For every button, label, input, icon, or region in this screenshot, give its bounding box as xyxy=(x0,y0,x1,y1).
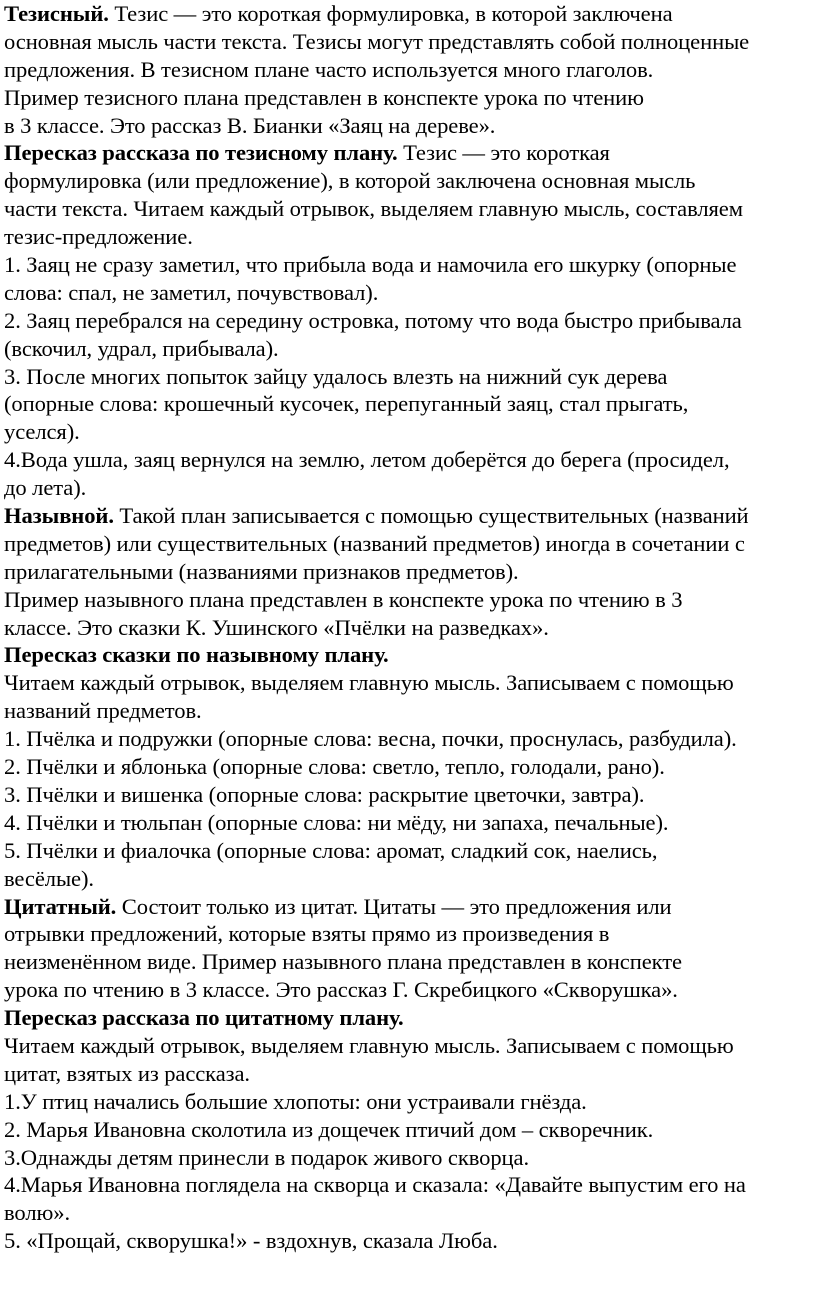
line-text: 2. Заяц перебрался на середину островка, потому что вода быстро прибывала xyxy=(4,307,742,333)
text-line xyxy=(4,0,810,28)
text-line xyxy=(4,753,810,781)
text-line xyxy=(4,390,810,418)
text-line xyxy=(4,893,810,921)
line-text: в 3 классе. Это рассказ В. Бианки «Заяц на дереве». xyxy=(4,112,496,138)
text-line xyxy=(4,641,810,669)
line-text: 3.Однажды детям принесли в подарок живого скворца. xyxy=(4,1144,529,1170)
text-line xyxy=(4,976,810,1004)
line-text: Читаем каждый отрывок, выделяем главную мысль. Записываем с помощью xyxy=(4,1032,734,1058)
line-text: (вскочил, удрал, прибывала). xyxy=(4,335,279,361)
text-line xyxy=(4,418,810,446)
line-text: 4.Вода ушла, заяц вернулся на землю, летом доберётся до берега (просидел, xyxy=(4,447,730,473)
line-text: 5. «Прощай, скворушка!» - вздохнув, сказала Люба. xyxy=(4,1228,498,1254)
line-text: 4. Пчёлки и тюльпан (опорные слова: ни мёду, ни запаха, печальные). xyxy=(4,809,669,835)
line-text: классе. Это сказки К. Ушинского «Пчёлки на разведках». xyxy=(4,614,549,640)
line-text: предметов) или существительных (названий предметов) иногда в сочетании с xyxy=(4,530,745,556)
text-line xyxy=(4,167,810,195)
text-line xyxy=(4,139,810,167)
line-text: 3. Пчёлки и вишенка (опорные слова: раскрытие цветочки, завтра). xyxy=(4,781,645,807)
line-text: формулировка (или предложение), в которой заключена основная мысль xyxy=(4,168,696,194)
text-line xyxy=(4,669,810,697)
line-text: 1. Пчёлка и подружки (опорные слова: весна, почки, проснулась, разбудила). xyxy=(4,726,737,752)
text-line xyxy=(4,502,810,530)
line-text: Пример назывного плана представлен в конспекте урока по чтению в 3 xyxy=(4,586,683,612)
line-text: 2. Пчёлки и яблонька (опорные слова: светло, тепло, голодали, рано). xyxy=(4,754,665,780)
line-text: неизменённом виде. Пример назывного плана представлен в конспекте xyxy=(4,949,682,975)
text-line xyxy=(4,948,810,976)
text-line xyxy=(4,1032,810,1060)
text-line xyxy=(4,335,810,363)
line-text: прилагательными (названиями признаков предметов). xyxy=(4,558,519,584)
line-text: весёлые). xyxy=(4,865,94,891)
text-line xyxy=(4,474,810,502)
text-line xyxy=(4,1171,810,1199)
text-line xyxy=(4,781,810,809)
text-line xyxy=(4,530,810,558)
line-text: уселся). xyxy=(4,419,80,445)
line-text: до лета). xyxy=(4,475,87,501)
text-line xyxy=(4,1060,810,1088)
line-text: основная мысль части текста. Тезисы могут представлять собой полноценные xyxy=(4,28,750,54)
line-text: 4.Марья Ивановна поглядела на скворца и сказала: «Давайте выпустим его на xyxy=(4,1172,746,1198)
line-text: 1. Заяц не сразу заметил, что прибыла вода и намочила его шкурку (опорные xyxy=(4,252,737,278)
bold-heading: Пересказ рассказа по цитатному плану. xyxy=(4,1005,404,1031)
line-text: Пример тезисного плана представлен в конспекте урока по чтению xyxy=(4,84,644,110)
text-line xyxy=(4,1116,810,1144)
text-line xyxy=(4,446,810,474)
line-text: 2. Марья Ивановна сколотила из дощечек птичий дом – скворечник. xyxy=(4,1116,654,1142)
bold-heading: Пересказ рассказа по тезисному плану. xyxy=(4,140,398,166)
line-text: названий предметов. xyxy=(4,698,202,724)
bold-heading: Пересказ сказки по назывному плану. xyxy=(4,642,389,668)
line-text: Такой план записывается с помощью существительных (названий xyxy=(113,503,749,529)
line-text: 1.У птиц начались большие хлопоты: они устраивали гнёзда. xyxy=(4,1088,587,1114)
text-line xyxy=(4,725,810,753)
text-line xyxy=(4,920,810,948)
text-line xyxy=(4,307,810,335)
text-line xyxy=(4,1199,810,1227)
line-text: Тезис — это короткая xyxy=(397,140,610,166)
text-line xyxy=(4,558,810,586)
text-line xyxy=(4,586,810,614)
line-text: 3. После многих попыток зайцу удалось влезть на нижний сук дерева xyxy=(4,363,668,389)
line-text: урока по чтению в 3 классе. Это рассказ Г. Скребицкого «Скворушка». xyxy=(4,977,678,1003)
line-text: волю». xyxy=(4,1200,71,1226)
text-line xyxy=(4,1088,810,1116)
text-line xyxy=(4,865,810,893)
text-line xyxy=(4,1227,810,1255)
text-line xyxy=(4,614,810,642)
line-text: 5. Пчёлки и фиалочка (опорные слова: аромат, сладкий сок, наелись, xyxy=(4,837,658,863)
bold-heading: Тезисный. xyxy=(4,1,109,26)
text-line xyxy=(4,809,810,837)
text-line xyxy=(4,1004,810,1032)
text-line xyxy=(4,279,810,307)
text-line xyxy=(4,28,810,56)
line-text: слова: спал, не заметил, почувствовал). xyxy=(4,279,379,305)
text-line xyxy=(4,697,810,725)
line-text: (опорные слова: крошечный кусочек, перепуганный заяц, стал прыгать, xyxy=(4,391,689,417)
line-text: отрывки предложений, которые взяты прямо из произведения в xyxy=(4,921,610,947)
line-text: Тезис — это короткая формулировка, в которой заключена xyxy=(108,1,673,26)
line-text: Читаем каждый отрывок, выделяем главную мысль. Записываем с помощью xyxy=(4,670,734,696)
text-line xyxy=(4,251,810,279)
bold-heading: Цитатный. xyxy=(4,893,117,919)
text-line xyxy=(4,56,810,84)
text-line xyxy=(4,1144,810,1172)
text-line xyxy=(4,195,810,223)
text-line xyxy=(4,223,810,251)
line-text: тезис-предложение. xyxy=(4,224,193,250)
text-line xyxy=(4,837,810,865)
text-line xyxy=(4,363,810,391)
bold-heading: Назывной. xyxy=(4,503,114,529)
text-line xyxy=(4,84,810,112)
line-text: цитат, взятых из рассказа. xyxy=(4,1060,250,1086)
text-line xyxy=(4,112,810,140)
line-text: предложения. В тезисном плане часто используется много глаголов. xyxy=(4,56,654,82)
line-text: Состоит только из цитат. Цитаты — это предложения или xyxy=(116,893,672,919)
line-text: части текста. Читаем каждый отрывок, выделяем главную мысль, составляем xyxy=(4,196,743,222)
